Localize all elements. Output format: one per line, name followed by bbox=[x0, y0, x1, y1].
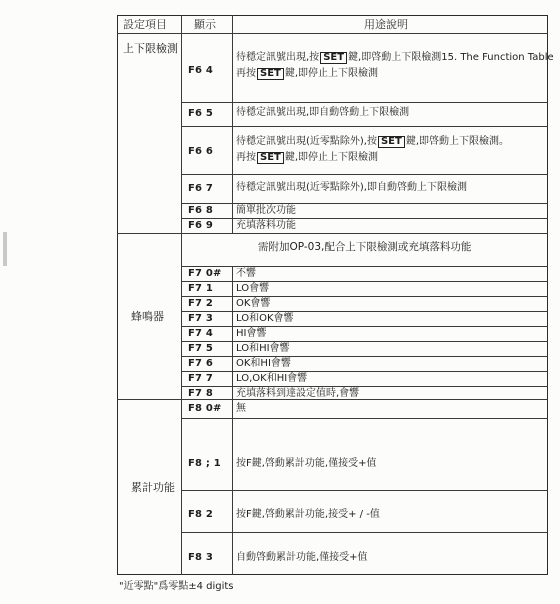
section-title-limit-check: 上下限檢測 bbox=[123, 42, 178, 55]
row-desc: LO,OK和HI會響 bbox=[236, 373, 308, 384]
row-code: F7 5 bbox=[188, 343, 214, 354]
row-desc: 不響 bbox=[236, 268, 256, 279]
rule-s3-r2 bbox=[181, 490, 548, 491]
footnote: "近零點"爲零點±4 digits bbox=[119, 581, 234, 592]
row-desc: 充填落料功能 bbox=[236, 220, 296, 231]
row-code: F6 4 bbox=[188, 65, 214, 76]
row-code: F7 7 bbox=[188, 373, 214, 384]
rule-s1-r1 bbox=[181, 102, 548, 103]
row-desc: 待穩定訊號出現,即自動啓動上下限檢測 bbox=[236, 107, 410, 118]
row-desc: 無 bbox=[236, 403, 246, 414]
set-key-label: SET bbox=[320, 52, 347, 64]
row-desc: 簡單批次功能 bbox=[236, 205, 296, 216]
row-code: F7 3 bbox=[188, 313, 214, 324]
set-key-label: SET bbox=[257, 152, 284, 164]
row-desc: 待穩定訊號出現,按 SET 鍵,即啓動上下限檢測15. The Function Table bbox=[236, 52, 554, 63]
rule-s3-r3 bbox=[181, 532, 548, 533]
rule-s2-r2 bbox=[181, 296, 548, 297]
row-desc: LO和OK會響 bbox=[236, 313, 294, 324]
rule-s2-r8 bbox=[181, 386, 548, 387]
row-desc: 待穩定訊號出現(近零點除外),即自動啓動上下限檢測 bbox=[236, 182, 467, 193]
rule-s2-note bbox=[181, 266, 548, 267]
scan-mark bbox=[3, 232, 7, 266]
rule-s2-r3 bbox=[181, 311, 548, 312]
row-desc: LO會響 bbox=[236, 283, 270, 294]
row-code: F7 4 bbox=[188, 328, 214, 339]
rule-s2-r7 bbox=[181, 371, 548, 372]
rule-s3-r1 bbox=[181, 418, 548, 419]
set-key-label: SET bbox=[378, 136, 405, 148]
row-desc: 按F鍵,啓動累計功能,僅接受+值 bbox=[236, 458, 377, 469]
row-desc: 自動啓動累計功能,僅接受+值 bbox=[236, 552, 368, 563]
rule-s1-r5 bbox=[181, 218, 548, 219]
row-code: F6 9 bbox=[188, 220, 214, 231]
row-code: F7 0# bbox=[188, 268, 222, 279]
rule-s2-r5 bbox=[181, 341, 548, 342]
set-key-label: SET bbox=[257, 68, 284, 80]
row-code: F7 8 bbox=[188, 388, 214, 399]
row-desc: 充填落料到達設定值時,會響 bbox=[236, 388, 360, 399]
col-rule-code-s1 bbox=[232, 15, 233, 234]
header-display: 顯示 bbox=[194, 18, 216, 31]
row-desc: LO和HI會響 bbox=[236, 343, 290, 354]
row-code: F8 0# bbox=[188, 403, 222, 414]
rule-s1-r2 bbox=[181, 126, 548, 127]
row-code: F8 3 bbox=[188, 552, 214, 563]
row-desc: 待穩定訊號出現(近零點除外),按 SET 鍵,即啓動上下限檢測。 bbox=[236, 136, 510, 147]
row-code: F7 6 bbox=[188, 358, 214, 369]
rule-s1-r3 bbox=[181, 174, 548, 175]
rule-s2-r6 bbox=[181, 356, 548, 357]
row-code: F6 6 bbox=[188, 146, 214, 157]
row-desc-line2: 再按 SET 鍵,即停止上下限檢測 bbox=[236, 68, 379, 79]
row-code: F7 2 bbox=[188, 298, 214, 309]
header-desc: 用途說明 bbox=[364, 18, 408, 31]
rule-s1-r4 bbox=[181, 203, 548, 204]
rule-s2-r1 bbox=[181, 281, 548, 282]
row-desc-line2: 再按 SET 鍵,即停止上下限檢測 bbox=[236, 152, 379, 163]
row-desc: OK和HI會響 bbox=[236, 358, 291, 369]
rule-s2-r4 bbox=[181, 326, 548, 327]
row-code: F8 ; 1 bbox=[188, 458, 221, 469]
overlay-caption: 15. The Function Table bbox=[441, 52, 554, 63]
row-code: F6 8 bbox=[188, 205, 214, 216]
row-desc: HI會響 bbox=[236, 328, 267, 339]
col-rule-code-s23 bbox=[232, 266, 233, 575]
section-title-accumulate: 累計功能 bbox=[131, 481, 175, 494]
section-note: 需附加OP-03,配合上下限檢測或充填落料功能 bbox=[258, 241, 472, 253]
row-code: F6 5 bbox=[188, 108, 214, 119]
section-title-buzzer: 蜂鳴器 bbox=[131, 310, 164, 323]
row-code: F8 2 bbox=[188, 509, 214, 520]
row-code: F7 1 bbox=[188, 283, 214, 294]
header-item: 設定項目 bbox=[123, 18, 167, 31]
row-desc: OK會響 bbox=[236, 298, 271, 309]
row-code: F6 7 bbox=[188, 183, 214, 194]
col-rule-item bbox=[181, 15, 182, 575]
row-desc: 按F鍵,啓動累計功能,接受+ / -值 bbox=[236, 509, 380, 520]
